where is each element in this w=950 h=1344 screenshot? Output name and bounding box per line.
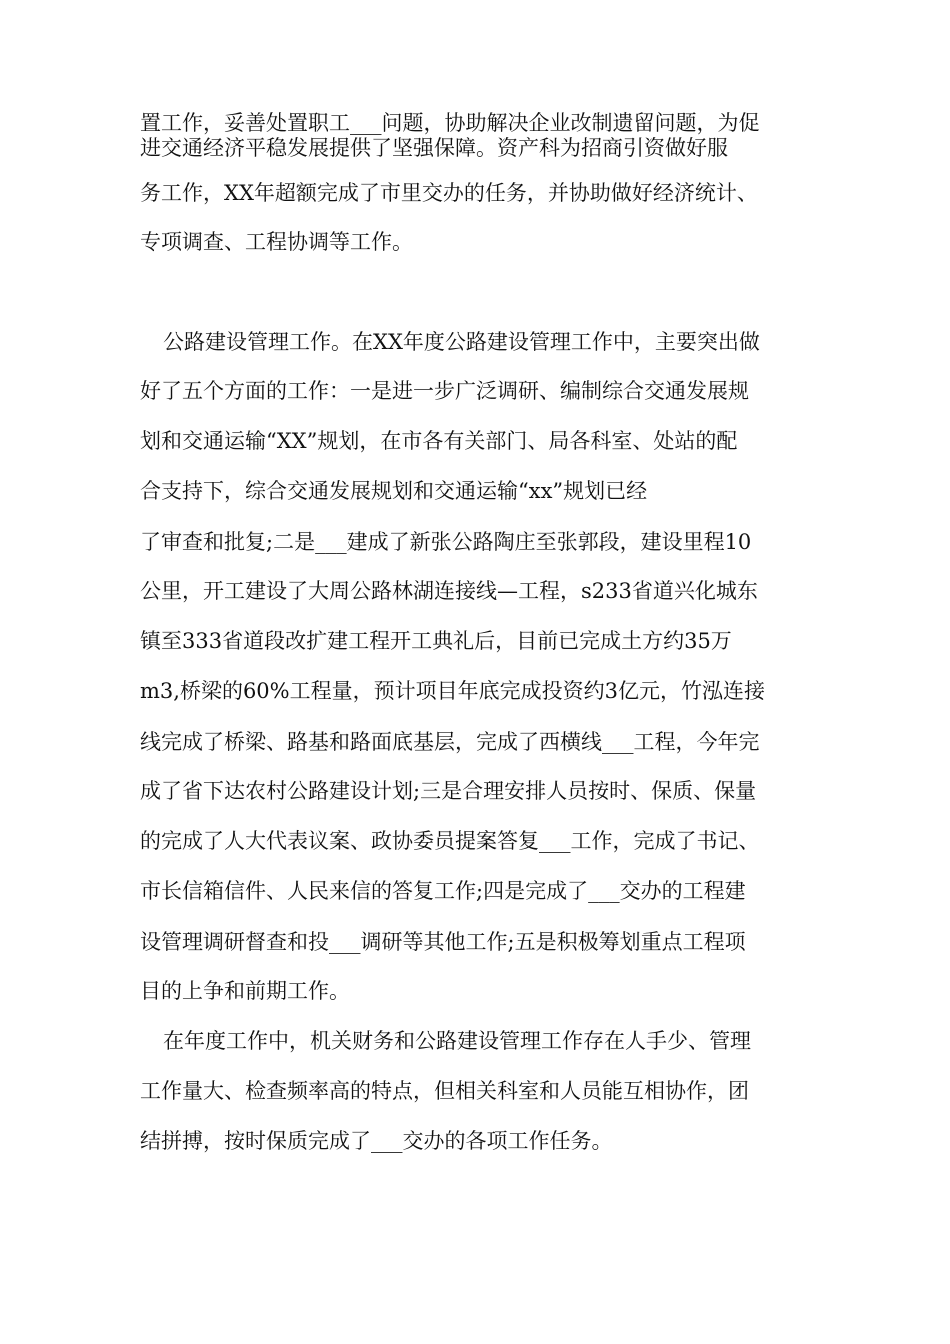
text-line: 在年度工作中，机关财务和公路建设管理工作存在人手少、管理: [163, 1029, 751, 1053]
text-line: 了审查和批复;二是___建成了新张公路陶庄至张郭段，建设里程10: [140, 530, 752, 554]
text-line: 成了省下达农村公路建设计划;三是合理安排人员按时、保质、保量: [140, 779, 757, 803]
text-line: 好了五个方面的工作：一是进一步广泛调研、编制综合交通发展规: [140, 379, 749, 403]
text-line: 设管理调研督查和投___调研等其他工作;五是积极筹划重点工程项: [140, 930, 746, 954]
text-line: 专项调查、工程协调等工作。: [140, 230, 413, 254]
text-line: 务工作，XX年超额完成了市里交办的任务，并协助做好经济统计、: [140, 181, 758, 205]
text-line: 镇至333省道段改扩建工程开工典礼后，目前已完成土方约35万: [140, 629, 732, 653]
text-line: 公路建设管理工作。在XX年度公路建设管理工作中，主要突出做: [163, 330, 760, 354]
text-line: 线完成了桥梁、路基和路面底基层，完成了西横线___工程，今年完: [140, 730, 760, 754]
text-line: 市长信箱信件、人民来信的答复工作;四是完成了___交办的工程建: [140, 879, 746, 903]
text-line: 进交通经济平稳发展提供了坚强保障。资产科为招商引资做好服: [140, 136, 728, 160]
text-line: 公里，开工建设了大周公路林湖连接线—工程，s233省道兴化城东: [140, 579, 758, 603]
text-line: 目的上争和前期工作。: [140, 979, 350, 1003]
text-line: 工作量大、检查频率高的特点，但相关科室和人员能互相协作，团: [140, 1079, 749, 1103]
text-line: m3,桥梁的60%工程量，预计项目年底完成投资约3亿元，竹泓连接: [140, 679, 765, 703]
text-line: 划和交通运输“XX”规划，在市各有关部门、局各科室、处站的配: [140, 429, 738, 453]
text-line: 置工作，妥善处置职工___问题，协助解决企业改制遗留问题，为促: [140, 111, 760, 135]
text-line: 结拼搏，按时保质完成了___交办的各项工作任务。: [140, 1129, 613, 1153]
text-line: 合支持下，综合交通发展规划和交通运输“xx”规划已经: [140, 479, 648, 503]
text-line: 的完成了人大代表议案、政协委员提案答复___工作，完成了书记、: [140, 829, 760, 853]
